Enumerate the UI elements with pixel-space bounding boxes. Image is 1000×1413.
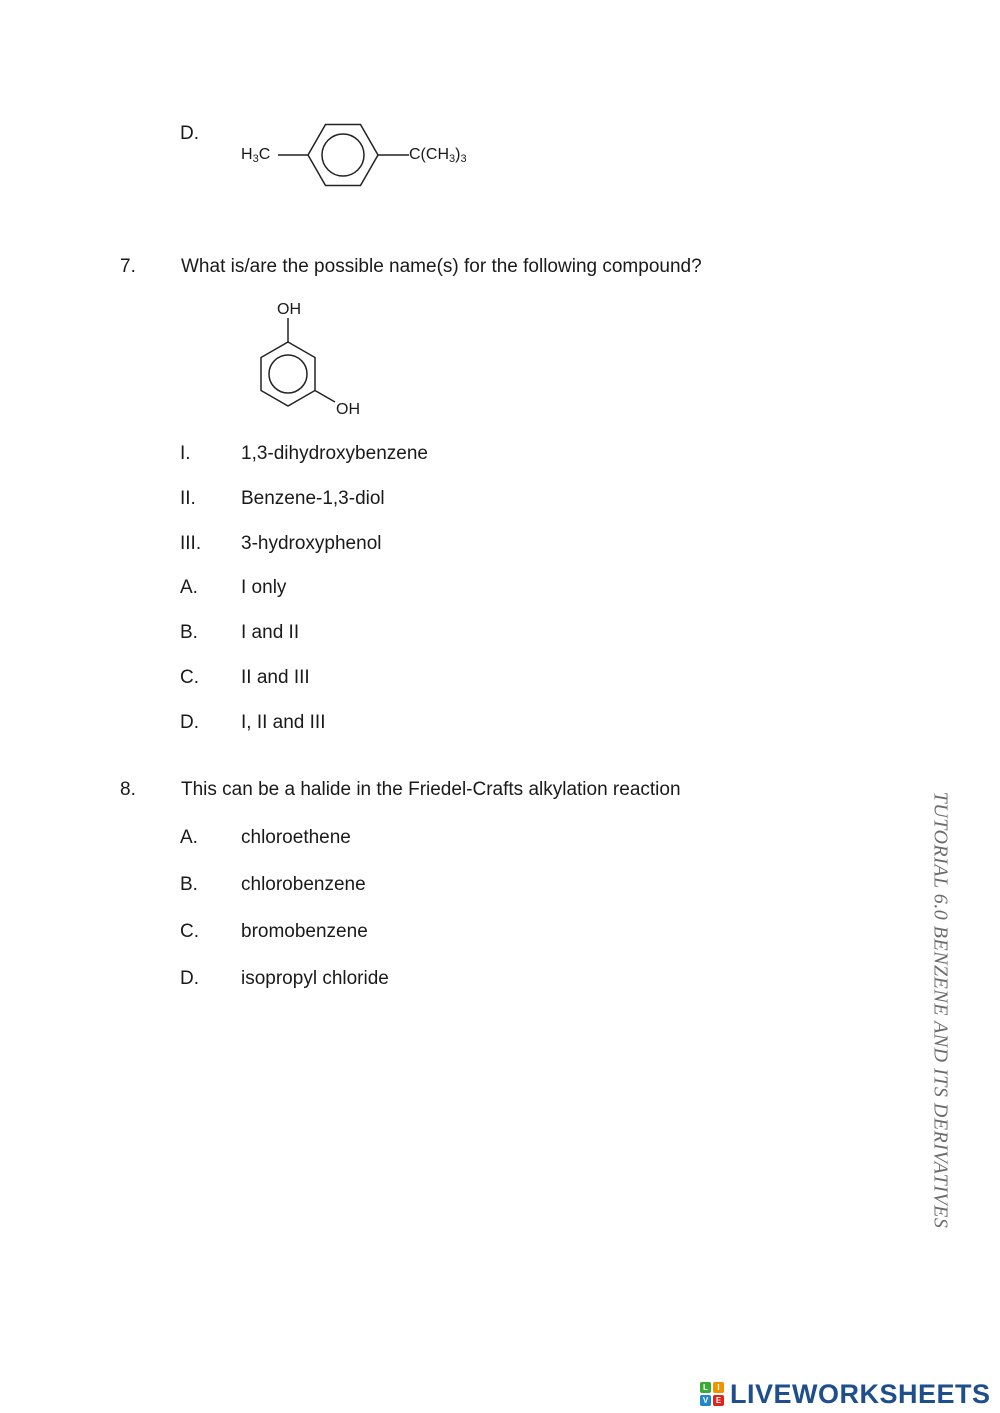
q7-option-label[interactable]: A. [180, 577, 198, 598]
q7-statement-label: I. [180, 443, 191, 464]
q8-option-label[interactable]: D. [180, 968, 199, 989]
q8-option-text[interactable]: bromobenzene [241, 921, 368, 942]
q7-question-text: What is/are the possible name(s) for the following compound? [181, 256, 702, 277]
q7-statement-text: 3-hydroxyphenol [241, 533, 382, 554]
q7-option-text[interactable]: II and III [241, 667, 310, 688]
q7-number: 7. [120, 256, 136, 277]
side-title: TUTORIAL 6.0 BENZENE AND ITS DERIVATIVES [929, 791, 952, 1229]
q7-option-label[interactable]: D. [180, 712, 199, 733]
q7-option-text[interactable]: I only [241, 577, 287, 598]
q8-option-text[interactable]: isopropyl chloride [241, 968, 389, 989]
q8-option-label[interactable]: B. [180, 874, 198, 895]
q7-statement-label: III. [180, 533, 202, 554]
q7-option-label[interactable]: B. [180, 622, 198, 643]
q7-option-text[interactable]: I, II and III [241, 712, 326, 733]
q6-mol-right-group: $C(CH_3)_3$ [409, 146, 467, 165]
q8-option-label[interactable]: A. [180, 827, 198, 848]
q8-option-label[interactable]: C. [180, 921, 199, 942]
q8-number: 8. [120, 779, 136, 800]
q7-mol-side-oh: OH [336, 401, 360, 418]
q7-option-label[interactable]: C. [180, 667, 199, 688]
q6-benzene-ring [278, 120, 418, 190]
logo-letter: I [713, 1382, 724, 1393]
q7-mol-top-oh: OH [277, 301, 301, 318]
logo-letter: E [713, 1395, 724, 1406]
liveworksheets-logo-icon [700, 1382, 724, 1406]
q6-option-d-label: D. [180, 123, 199, 144]
q8-option-text[interactable]: chloroethene [241, 827, 351, 848]
q7-statement-text: Benzene-1,3-diol [241, 488, 385, 509]
logo-letter: L [700, 1382, 711, 1393]
q7-statement-label: II. [180, 488, 196, 509]
q7-benzene-ring [250, 318, 340, 418]
q8-option-text[interactable]: chlorobenzene [241, 874, 366, 895]
liveworksheets-wordmark: LIVEWORKSHEETS [730, 1378, 991, 1409]
q6-mol-left-group: $H_3C$ [241, 146, 271, 165]
logo-letter: V [700, 1395, 711, 1406]
liveworksheets-brand[interactable] [700, 1378, 991, 1410]
q8-question-text: This can be a halide in the Friedel-Crafts alkylation reaction [181, 779, 681, 800]
q7-option-text[interactable]: I and II [241, 622, 300, 643]
q7-statement-text: 1,3-dihydroxybenzene [241, 443, 428, 464]
